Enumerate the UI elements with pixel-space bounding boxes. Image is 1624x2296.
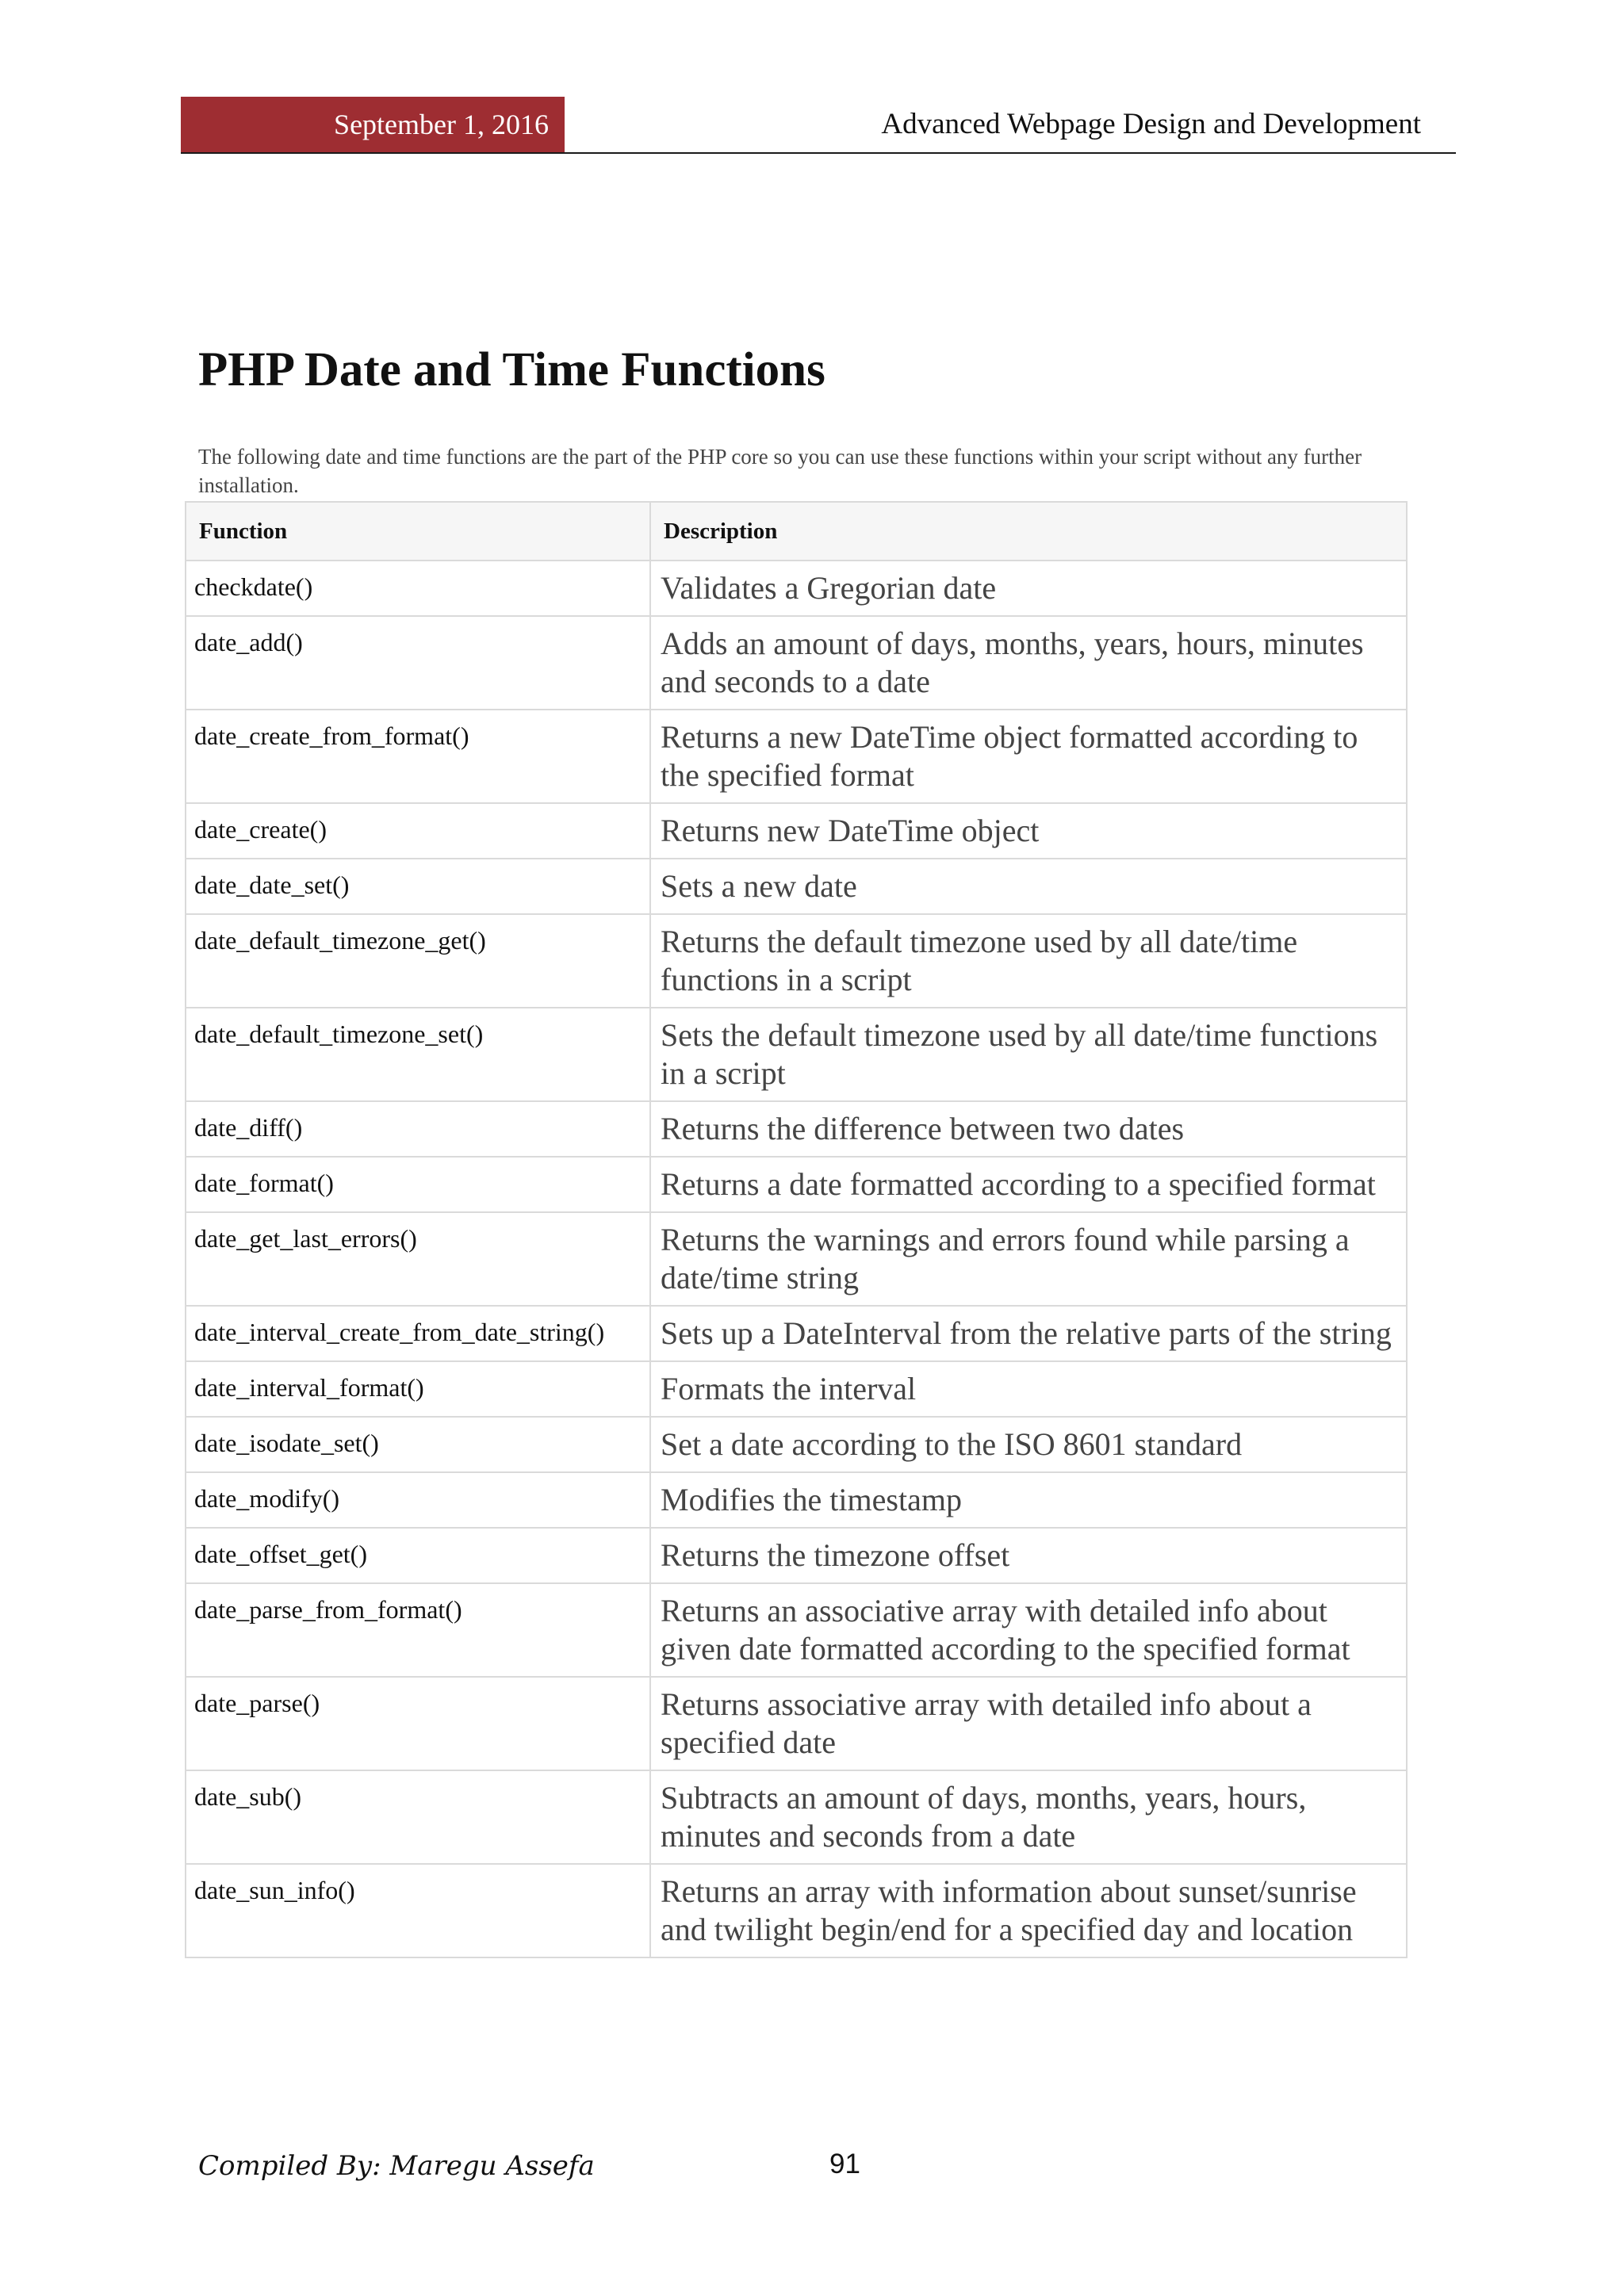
function-name: date_create_from_format() bbox=[186, 710, 650, 803]
function-description: Returns new DateTime object bbox=[650, 803, 1407, 859]
header-title: Advanced Webpage Design and Development bbox=[881, 108, 1421, 140]
function-name: checkdate() bbox=[186, 561, 650, 616]
page-header bbox=[181, 97, 1456, 154]
function-description: Returns a new DateTime object formatted according to the specified format bbox=[650, 710, 1407, 803]
function-name: date_get_last_errors() bbox=[186, 1212, 650, 1306]
function-name: date_modify() bbox=[186, 1472, 650, 1528]
column-header-description: Description bbox=[650, 502, 1407, 561]
table-header-row bbox=[186, 502, 1407, 561]
table-row bbox=[186, 914, 1407, 1008]
function-description: Validates a Gregorian date bbox=[650, 561, 1407, 616]
function-name: date_create() bbox=[186, 803, 650, 859]
function-name: date_format() bbox=[186, 1157, 650, 1212]
header-date: September 1, 2016 bbox=[181, 97, 565, 152]
function-description: Adds an amount of days, months, years, hours, minutes and seconds to a date bbox=[650, 616, 1407, 710]
function-description: Sets up a DateInterval from the relative parts of the string bbox=[650, 1306, 1407, 1361]
table-row bbox=[186, 1770, 1407, 1864]
function-name: date_interval_format() bbox=[186, 1361, 650, 1417]
function-description: Returns the default timezone used by all date/time functions in a script bbox=[650, 914, 1407, 1008]
function-description: Sets the default timezone used by all date/time functions in a script bbox=[650, 1008, 1407, 1101]
table-row bbox=[186, 1101, 1407, 1157]
page-title: PHP Date and Time Functions bbox=[198, 343, 825, 396]
function-description: Returns the warnings and errors found while parsing a date/time string bbox=[650, 1212, 1407, 1306]
table-row bbox=[186, 1583, 1407, 1677]
function-description: Returns an array with information about sunset/sunrise and twilight begin/end for a specified day and location bbox=[650, 1864, 1407, 1957]
function-description: Returns a date formatted according to a specified format bbox=[650, 1157, 1407, 1212]
table-row bbox=[186, 1472, 1407, 1528]
table-row bbox=[186, 1677, 1407, 1770]
table-row bbox=[186, 1212, 1407, 1306]
function-description: Returns the timezone offset bbox=[650, 1528, 1407, 1583]
table-row bbox=[186, 616, 1407, 710]
function-name: date_diff() bbox=[186, 1101, 650, 1157]
function-name: date_parse_from_format() bbox=[186, 1583, 650, 1677]
function-description: Formats the interval bbox=[650, 1361, 1407, 1417]
function-description: Set a date according to the ISO 8601 standard bbox=[650, 1417, 1407, 1472]
function-name: date_interval_create_from_date_string() bbox=[186, 1306, 650, 1361]
function-name: date_offset_get() bbox=[186, 1528, 650, 1583]
table-row bbox=[186, 561, 1407, 616]
function-description: Returns associative array with detailed info about a specified date bbox=[650, 1677, 1407, 1770]
function-name: date_sun_info() bbox=[186, 1864, 650, 1957]
table-row bbox=[186, 1361, 1407, 1417]
table-row bbox=[186, 1528, 1407, 1583]
footer-page-number: 91 bbox=[829, 2149, 860, 2179]
function-name: date_default_timezone_set() bbox=[186, 1008, 650, 1101]
table-row bbox=[186, 1864, 1407, 1957]
function-name: date_sub() bbox=[186, 1770, 650, 1864]
table-row bbox=[186, 1306, 1407, 1361]
function-description: Modifies the timestamp bbox=[650, 1472, 1407, 1528]
function-description: Sets a new date bbox=[650, 859, 1407, 914]
column-header-function: Function bbox=[186, 502, 650, 561]
table-row bbox=[186, 859, 1407, 914]
function-name: date_parse() bbox=[186, 1677, 650, 1770]
table-row bbox=[186, 1417, 1407, 1472]
function-name: date_isodate_set() bbox=[186, 1417, 650, 1472]
footer-compiled-by: Compiled By: Maregu Assefa bbox=[198, 2150, 595, 2182]
function-description: Returns the difference between two dates bbox=[650, 1101, 1407, 1157]
table-row bbox=[186, 803, 1407, 859]
function-name: date_add() bbox=[186, 616, 650, 710]
function-description: Returns an associative array with detailed info about given date formatted according to the specified format bbox=[650, 1583, 1407, 1677]
function-description: Subtracts an amount of days, months, years, hours, minutes and seconds from a date bbox=[650, 1770, 1407, 1864]
functions-table bbox=[185, 501, 1408, 1958]
function-name: date_date_set() bbox=[186, 859, 650, 914]
table-row bbox=[186, 1008, 1407, 1101]
function-name: date_default_timezone_get() bbox=[186, 914, 650, 1008]
table-row bbox=[186, 1157, 1407, 1212]
intro-paragraph: The following date and time functions are the part of the PHP core so you can use these functions within your script without any further installation. bbox=[198, 445, 1362, 497]
table-row bbox=[186, 710, 1407, 803]
